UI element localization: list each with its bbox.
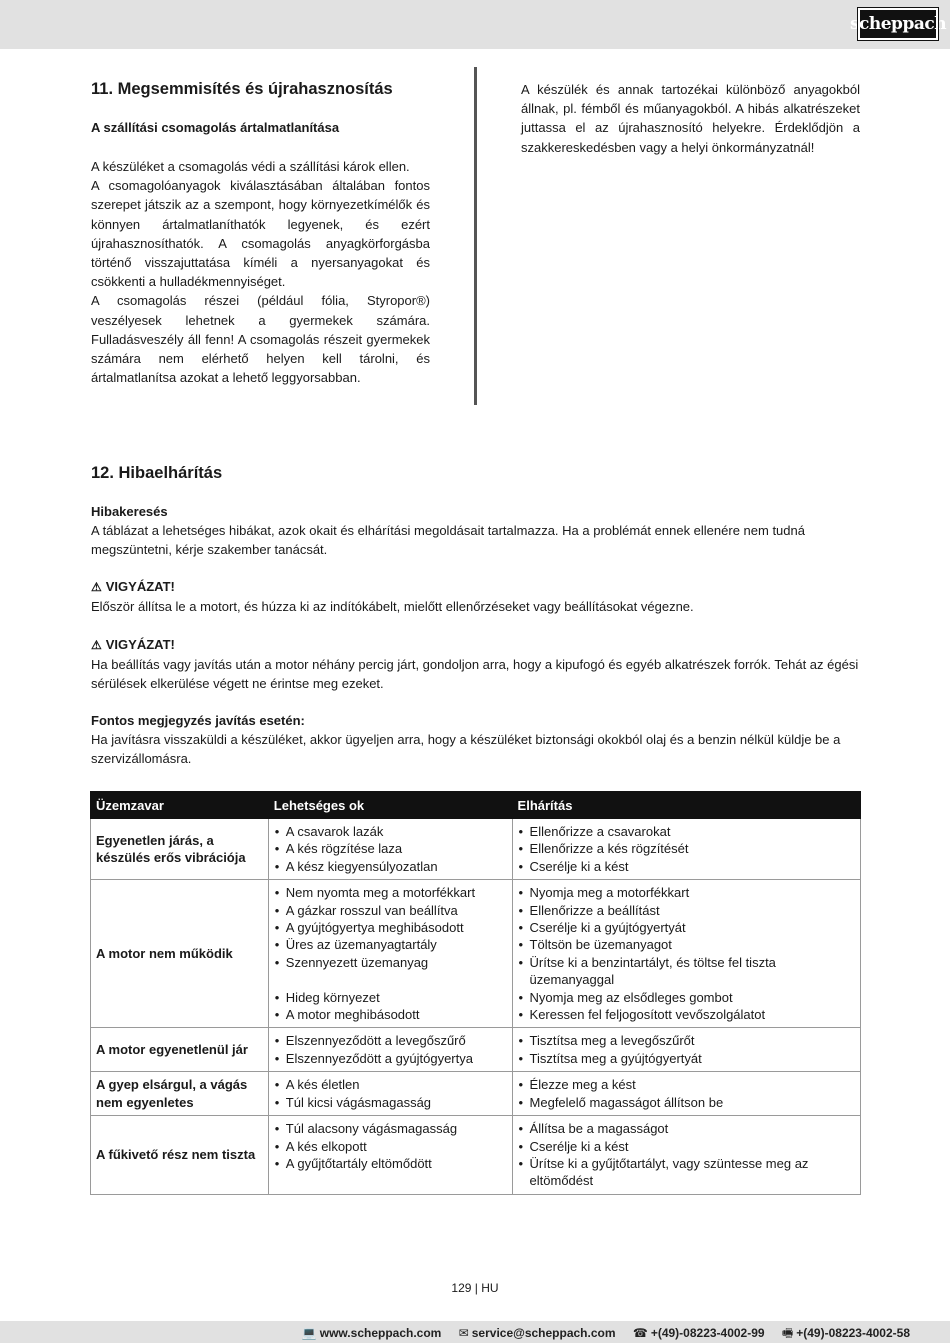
list-item: • Élezze meg a kést — [517, 1076, 856, 1093]
list-item: • Nem nyomta meg a motorfékkart — [273, 884, 508, 901]
list-item: • Elszennyeződött a gyújtógyertya — [273, 1050, 508, 1067]
cause-cell — [268, 1072, 512, 1116]
footer-contacts — [288, 1324, 910, 1343]
troubleshooting-heading: Hibakeresés — [91, 504, 168, 519]
list-item: • Állítsa be a magasságot — [517, 1120, 856, 1137]
remedy-cell — [512, 819, 860, 880]
warning-2-text: Ha beállítás vagy javítás után a motor néhány percig járt, gondoljon arra, hogy a kipufogó és egyéb alkatrészek forrók. Tehát az égési sérülések elkerülése végett ne érintse meg ezeket. — [91, 656, 859, 691]
cause-cell — [268, 1116, 512, 1195]
list-item: • Hideg környezet — [273, 989, 508, 1006]
remedy-cell — [512, 1072, 860, 1116]
list-item: • Túl kicsi vágásmagasság — [273, 1094, 508, 1111]
footer-email[interactable] — [459, 1326, 616, 1340]
table-row — [91, 819, 861, 880]
column-header-fault: Üzemzavar — [91, 792, 269, 819]
list-item: • Ellenőrizze a csavarokat — [517, 823, 856, 840]
remedy-cell — [512, 1116, 860, 1195]
section-11-left-column — [91, 78, 430, 387]
section-11-right-column — [521, 80, 860, 157]
list-item: • Tisztítsa meg a gyújtógyertyát — [517, 1050, 856, 1067]
email-text: service@scheppach.com — [471, 1326, 616, 1340]
remedy-cell — [512, 880, 860, 1028]
warning-1-text: Először állítsa le a motort, és húzza ki az indítókábelt, mielőtt ellenőrzéseket vagy beállításokat végezne. — [91, 599, 694, 615]
list-item: • Töltsön be üzemanyagot — [517, 936, 856, 953]
column-header-cause: Lehetséges ok — [268, 792, 512, 819]
section-11-right-text: A készülék és annak tartozékai különböző anyagokból állnak, pl. fémből és műanyagokból. A hibás alkatrészeket juttassa el az újrahasznosító helyekre. Érdeklődjön a szakkereskedésben vagy a helyi önkormányzatnál! — [521, 82, 860, 155]
phone-text: +(49)-08223-4002-99 — [650, 1326, 765, 1340]
list-item: • Megfelelő magasságot állítson be — [517, 1094, 856, 1111]
cause-cell — [268, 880, 512, 1028]
repair-note-heading: Fontos megjegyzés javítás esetén: — [91, 713, 305, 729]
header-band — [0, 0, 950, 49]
repair-note-text: Ha javításra visszaküldi a készüléket, akkor ügyeljen arra, hogy a készüléket biztonsági okokból olaj és a benzin nélkül küldje be a szervizállomásra. — [91, 732, 841, 767]
list-item: • Cserélje ki a gyújtógyertyát — [517, 919, 856, 936]
list-item: • Tisztítsa meg a levegőszűrőt — [517, 1032, 856, 1049]
brand-logo: scheppach — [858, 8, 938, 40]
cause-cell — [268, 819, 512, 880]
remedy-cell — [512, 1028, 860, 1072]
list-item: • A kész kiegyensúlyozatlan — [273, 858, 508, 875]
list-item: • A csavarok lazák — [273, 823, 508, 840]
list-item: • Ellenőrizze a kés rögzítését — [517, 840, 856, 857]
table-row — [91, 1116, 861, 1195]
mail-icon: ✉ — [458, 1326, 469, 1340]
warning-triangle-icon: ⚠ — [91, 580, 102, 595]
list-item: • Ürítse ki a benzintartályt, és töltse fel tiszta üzemanyaggal — [517, 954, 856, 989]
table-row — [91, 1072, 861, 1116]
column-divider — [474, 67, 477, 405]
list-item: • Cserélje ki a kést — [517, 858, 856, 875]
warning-triangle-icon: ⚠ — [91, 637, 102, 652]
list-item: • Elszennyeződött a levegőszűrő — [273, 1032, 508, 1049]
section-11-title: 11. Megsemmisítés és újrahasznosítás — [91, 80, 393, 98]
troubleshooting-text: A táblázat a lehetséges hibákat, azok okait és elhárítási megoldásait tartalmazza. Ha a problémát ennek ellenére nem tudná megszüntetni, kérje szakember tanácsát. — [91, 523, 805, 558]
section-11-left-text: A készüléket a csomagolás védi a szállítási károk ellen. A csomagolóanyagok kiválasztásában általában fontos szerepet játszik az a szempont, hogy környezetkímélők és könnyen ártalmatlaníthatók legyenek, és ezért újrahasznosíthatók. A csomagolás anyagkörforgásba történő visszajuttatása kíméli a nyersanyagokat és csökkenti a hulladékmennyiséget. A csomagolás részei (például fólia, Styropor®) veszélyesek lehetnek a gyermekek számára. Fulladásveszély áll fenn! A csomagolás részeit gyermekek számára nem elérhető helyen kell tárolni, és ártalmatlanítsa azokat a lehető leggyorsabban. — [91, 159, 430, 386]
cause-cell — [268, 1028, 512, 1072]
troubleshooting-table — [90, 791, 861, 1195]
list-item: • A gázkar rosszul van beállítva — [273, 902, 508, 919]
list-item: • Nyomja meg az elsődleges gombot — [517, 989, 856, 1006]
table-header-row — [91, 792, 861, 819]
table-row — [91, 880, 861, 1028]
fax-text: +(49)-08223-4002-58 — [796, 1326, 910, 1340]
table-row — [91, 1028, 861, 1072]
warning-2-label: VIGYÁZAT! — [105, 636, 175, 652]
list-item: • Keressen fel feljogosított vevőszolgálatot — [517, 1006, 856, 1023]
footer-band — [0, 1321, 950, 1343]
column-header-remedy: Elhárítás — [512, 792, 860, 819]
list-item: • Szennyezett üzemanyag — [273, 954, 508, 971]
list-item: • A kés rögzítése laza — [273, 840, 508, 857]
warning-1-heading — [91, 577, 861, 597]
section-12 — [91, 462, 861, 768]
list-item: • A motor meghibásodott — [273, 1006, 508, 1023]
list-item — [273, 971, 508, 988]
list-item: • Túl alacsony vágásmagasság — [273, 1120, 508, 1137]
warning-2-heading — [91, 635, 861, 655]
phone-icon: ☎ — [632, 1326, 648, 1340]
fault-cell: Egyenetlen járás, a készülés erős vibrációja — [91, 819, 269, 880]
footer-website[interactable] — [302, 1326, 442, 1340]
list-item: • Ellenőrizze a beállítást — [517, 902, 856, 919]
section-11-subtitle: A szállítási csomagolás ártalmatlanítása — [91, 120, 340, 135]
computer-icon: 💻 — [301, 1326, 317, 1340]
list-item: • Cserélje ki a kést — [517, 1138, 856, 1155]
list-item: • A kés életlen — [273, 1076, 508, 1093]
list-item: • A gyújtógyertya meghibásodott — [273, 919, 508, 936]
section-12-title: 12. Hibaelhárítás — [91, 464, 223, 482]
fax-icon: 🖷 — [781, 1326, 794, 1340]
list-item: • Üres az üzemanyagtartály — [273, 936, 508, 953]
list-item: • Ürítse ki a gyűjtőtartályt, vagy szüntesse meg az eltömődést — [517, 1155, 856, 1190]
fault-cell: A motor nem működik — [91, 880, 269, 1028]
page-number: 129 | HU — [451, 1281, 499, 1295]
website-text: www.scheppach.com — [319, 1326, 442, 1340]
fault-cell: A fűkivető rész nem tiszta — [91, 1116, 269, 1195]
footer-phone — [633, 1326, 765, 1340]
list-item: • A kés elkopott — [273, 1138, 508, 1155]
footer-fax — [782, 1326, 910, 1340]
warning-1-label: VIGYÁZAT! — [105, 579, 175, 595]
fault-cell: A gyep elsárgul, a vágás nem egyenletes — [91, 1072, 269, 1116]
list-item: • A gyűjtőtartály eltömődött — [273, 1155, 508, 1172]
fault-cell: A motor egyenetlenül jár — [91, 1028, 269, 1072]
list-item: • Nyomja meg a motorfékkart — [517, 884, 856, 901]
